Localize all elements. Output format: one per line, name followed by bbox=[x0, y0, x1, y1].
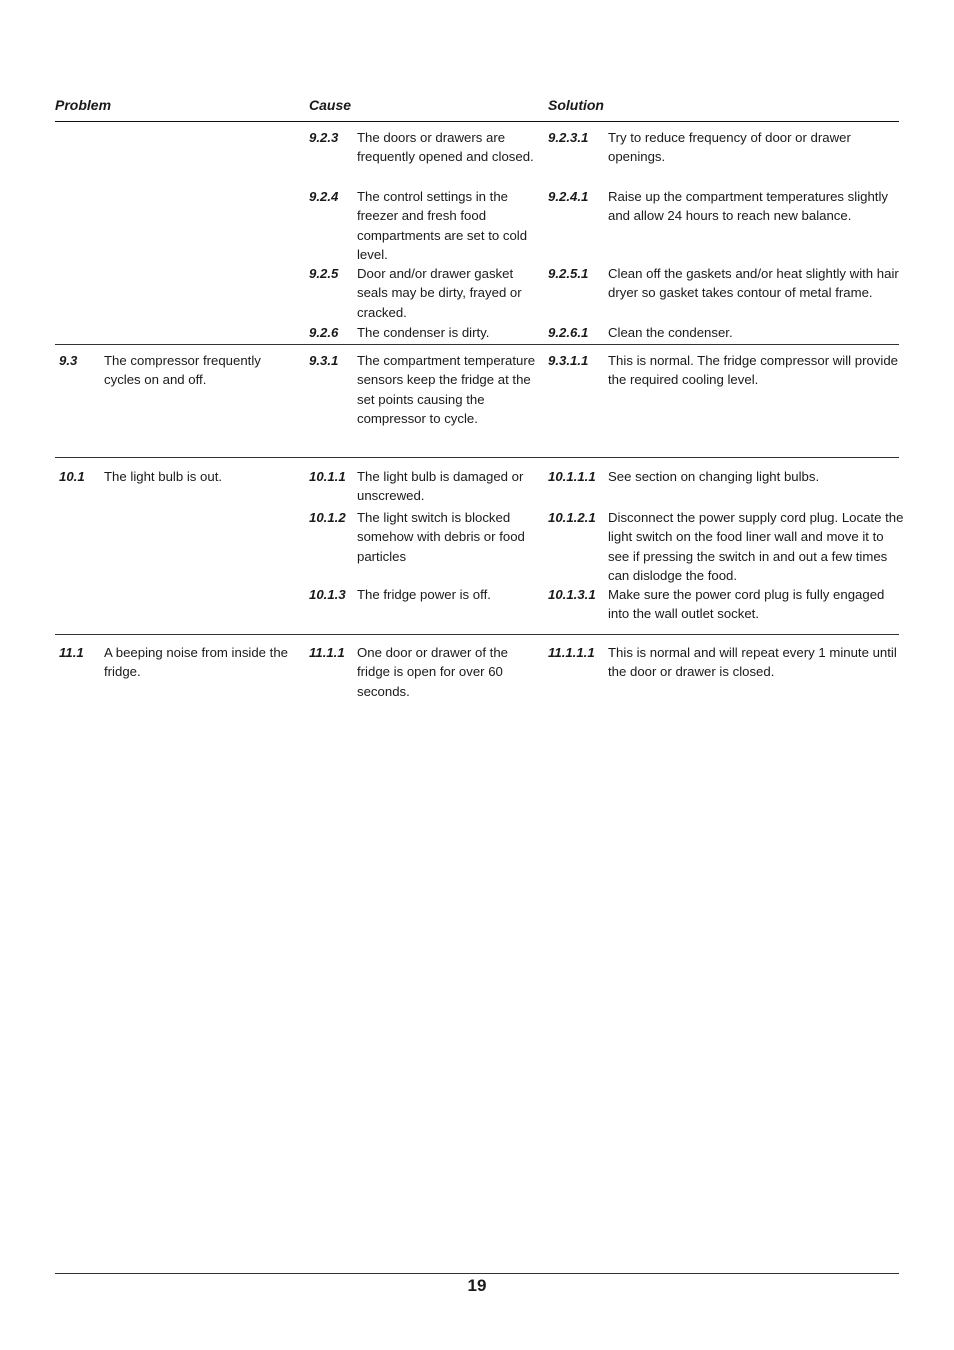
cause-text: Door and/or drawer gasket seals may be dirty, frayed or cracked. bbox=[357, 266, 522, 320]
cause-number: 9.2.6 bbox=[309, 325, 339, 340]
cause-number: 9.3.1 bbox=[309, 353, 339, 368]
solution-text: This is normal. The fridge compressor will provide the required cooling level. bbox=[608, 353, 898, 388]
section-9-3 bbox=[55, 344, 899, 458]
cause-number: 9.2.3 bbox=[309, 130, 339, 145]
cause-number: 11.1.1 bbox=[309, 645, 345, 660]
footer-rule bbox=[55, 1273, 899, 1274]
problem-text: The compressor frequently cycles on and off. bbox=[104, 353, 261, 388]
header-solution: Solution bbox=[548, 97, 604, 113]
problem-text: A beeping noise from inside the fridge. bbox=[104, 645, 289, 680]
header-problem: Problem bbox=[55, 97, 112, 113]
table-header bbox=[55, 95, 899, 122]
solution-number: 9.3.1.1 bbox=[548, 353, 589, 368]
solution-text: This is normal and will repeat every 1 minute until the door or drawer is closed. bbox=[608, 645, 897, 680]
cause-text: The light switch is blocked somehow with debris or food particles bbox=[357, 510, 525, 564]
solution-number: 10.1.1.1 bbox=[548, 469, 596, 484]
solution-text: Make sure the power cord plug is fully engaged into the wall outlet socket. bbox=[608, 587, 885, 622]
solution-number: 9.2.4.1 bbox=[548, 189, 589, 204]
cause-text: The light bulb is damaged or unscrewed. bbox=[357, 469, 524, 504]
section-11-1 bbox=[55, 635, 899, 715]
solution-number: 9.2.3.1 bbox=[548, 130, 589, 145]
cause-number: 9.2.4 bbox=[309, 189, 339, 204]
solution-number: 10.1.2.1 bbox=[548, 510, 596, 525]
solution-text: Clean off the gaskets and/or heat slightly with hair dryer so gasket takes contour of metal frame. bbox=[608, 266, 899, 301]
section-9-2-continued bbox=[55, 121, 899, 345]
cause-text: The compartment temperature sensors keep the fridge at the set points causing the compressor to cycle. bbox=[357, 353, 536, 427]
cause-text: One door or drawer of the fridge is open for over 60 seconds. bbox=[357, 645, 509, 699]
cause-number: 10.1.2 bbox=[309, 510, 346, 525]
solution-text: Try to reduce frequency of door or drawer openings. bbox=[608, 130, 851, 165]
problem-text: The light bulb is out. bbox=[104, 469, 223, 484]
solution-number: 11.1.1.1 bbox=[548, 645, 595, 660]
problem-number: 11.1 bbox=[59, 645, 84, 660]
cause-text: The fridge power is off. bbox=[357, 587, 491, 602]
cause-text: The condenser is dirty. bbox=[357, 325, 490, 340]
solution-number: 9.2.6.1 bbox=[548, 325, 589, 340]
solution-number: 10.1.3.1 bbox=[548, 587, 596, 602]
problem-number: 10.1 bbox=[59, 469, 85, 484]
section-10-1 bbox=[55, 458, 904, 635]
solution-number: 9.2.5.1 bbox=[548, 266, 589, 281]
cause-text: The control settings in the freezer and fresh food compartments are set to cold level. bbox=[357, 189, 528, 263]
cause-text: The doors or drawers are frequently opened and closed. bbox=[357, 130, 534, 165]
page-number: 19 bbox=[467, 1276, 487, 1295]
header-cause: Cause bbox=[309, 97, 352, 113]
solution-text: Clean the condenser. bbox=[608, 325, 733, 340]
problem-number: 9.3 bbox=[59, 353, 78, 368]
cause-number: 10.1.1 bbox=[309, 469, 346, 484]
cause-number: 9.2.5 bbox=[309, 266, 339, 281]
solution-text: Disconnect the power supply cord plug. Locate the light switch on the food liner wall and move it to see if pressing the switch in and out a few times can dislodge the food. bbox=[608, 510, 904, 584]
solution-text: Raise up the compartment temperatures slightly and allow 24 hours to reach new balance. bbox=[608, 189, 888, 224]
solution-text: See section on changing light bulbs. bbox=[608, 469, 820, 484]
cause-number: 10.1.3 bbox=[309, 587, 346, 602]
